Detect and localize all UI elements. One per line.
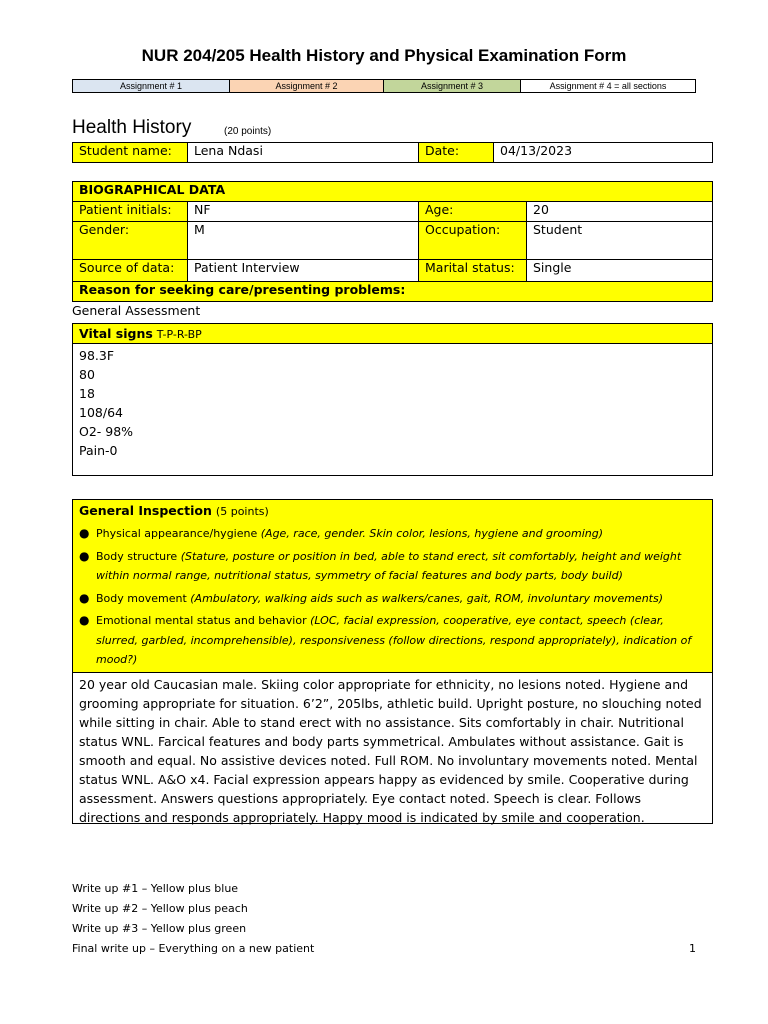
general-inspection-notes: 20 year old Caucasian male. Skiing color appropriate for ethnicity, no lesions noted. Hygiene and grooming appropriate for situation. 6’2”, 205lbs, athletic build. Upright posture, no slouching noted while sitting in chair. Able to stand erect with no assistance. Sits comfortably in chair. Nutritional status WNL. Farcical features and body parts symmetrical. Ambulates without assistance. Gait is smooth and equal. No assistive devices noted. Full ROM. No involuntary movements noted. Mental status WNL. A&O x4. Facial expression appears happy as evidenced by smile. Cooperative during assessment. Answers questions appropriately. Eye contact noted. Speech is clear. Follows directions and responds appropriately. Happy mood is indicated by smile and cooperation. [79,676,702,825]
bullet-icon: ● [79,548,90,563]
date-label: Date: [419,143,494,163]
footer-line: Write up #1 – Yellow plus blue [72,882,239,895]
patient-initials-label: Patient initials: [73,202,188,222]
vital-pulse: 80 [79,367,95,382]
general-inspection-header [73,500,712,673]
vital-signs-title: Vital signs [79,326,153,341]
bullet-label: Physical appearance/hygiene [96,527,258,540]
vital-signs-sub: T-P-R-BP [156,328,202,341]
reason-label: Reason for seeking care/presenting problems: [73,282,713,302]
vital-blood-pressure: 108/64 [79,405,123,420]
marital-label: Marital status: [419,260,527,282]
vital-signs-header [73,324,712,344]
assignment-3-label: Assignment # 3 [384,80,521,92]
bullet-label: Body movement [96,591,187,605]
gender-label: Gender: [73,222,188,260]
age-label: Age: [419,202,527,222]
assignment-1-label: Assignment # 1 [73,80,230,92]
bullet-detail: (Stature, posture or position in bed, able to stand erect, sit comfortably, height and weight within normal range, nutritional status, symmetry of facial features and body parts, body build) [96,549,682,582]
bullet-detail: (LOC, facial expression, cooperative, eye contact, speech (clear, slurred, garbled, incomprehensible), responsiveness (follow directions, respond appropriately), indication of mood?) [96,614,692,666]
bullet-icon: ● [79,613,90,627]
source-value: Patient Interview [188,260,419,282]
date-value: 04/13/2023 [494,143,713,163]
marital-value: Single [527,260,713,282]
inspection-bullet [79,589,706,609]
vital-signs-values [73,344,712,462]
health-history-points: (20 points) [224,126,272,137]
assignment-legend [72,79,696,93]
vital-respirations: 18 [79,386,95,401]
occupation-label: Occupation: [419,222,527,260]
bullet-label: Body structure [96,549,178,563]
source-label: Source of data: [73,260,188,282]
footer-line: Final write up – Everything on a new patient [72,942,315,955]
form-title: NUR 204/205 Health History and Physical Examination Form [141,46,627,65]
footer-line: Write up #3 – Yellow plus green [72,922,247,935]
health-history-heading: Health History [72,117,192,138]
occupation-value: Student [527,222,713,260]
bullet-icon: ● [79,590,90,605]
inspection-bullet [79,547,706,586]
patient-initials-value: NF [188,202,419,222]
bullet-label: Emotional mental status and behavior [96,614,307,627]
footer-line: Write up #2 – Yellow plus peach [72,902,248,915]
general-inspection-box [72,499,713,824]
vital-signs-box [72,323,713,476]
assignment-4-label: Assignment # 4 = all sections [521,80,695,92]
inspection-bullet [79,524,706,544]
student-table [72,142,713,163]
student-name-value: Lena Ndasi [188,143,419,163]
assignment-2-label: Assignment # 2 [230,80,384,92]
bullet-detail: (Age, race, gender. Skin color, lesions, hygiene and grooming) [260,527,604,540]
bullet-icon: ● [79,526,90,540]
vital-oxygen: O2- 98% [79,424,134,439]
general-inspection-points: (5 points) [215,505,269,518]
general-inspection-title: General Inspection [79,503,212,518]
biographical-table [72,181,713,302]
age-value: 20 [527,202,713,222]
biographical-header: BIOGRAPHICAL DATA [73,182,713,202]
bullet-detail: (Ambulatory, walking aids such as walkers/canes, gait, ROM, involuntary movements) [190,591,664,605]
vital-pain: Pain-0 [79,443,118,458]
gender-value: M [188,222,419,260]
vital-temperature: 98.3F [79,348,115,363]
general-assessment-heading: General Assessment [72,303,201,318]
student-name-label: Student name: [73,143,188,163]
inspection-bullet [79,611,706,670]
page-number: 1 [689,942,696,955]
